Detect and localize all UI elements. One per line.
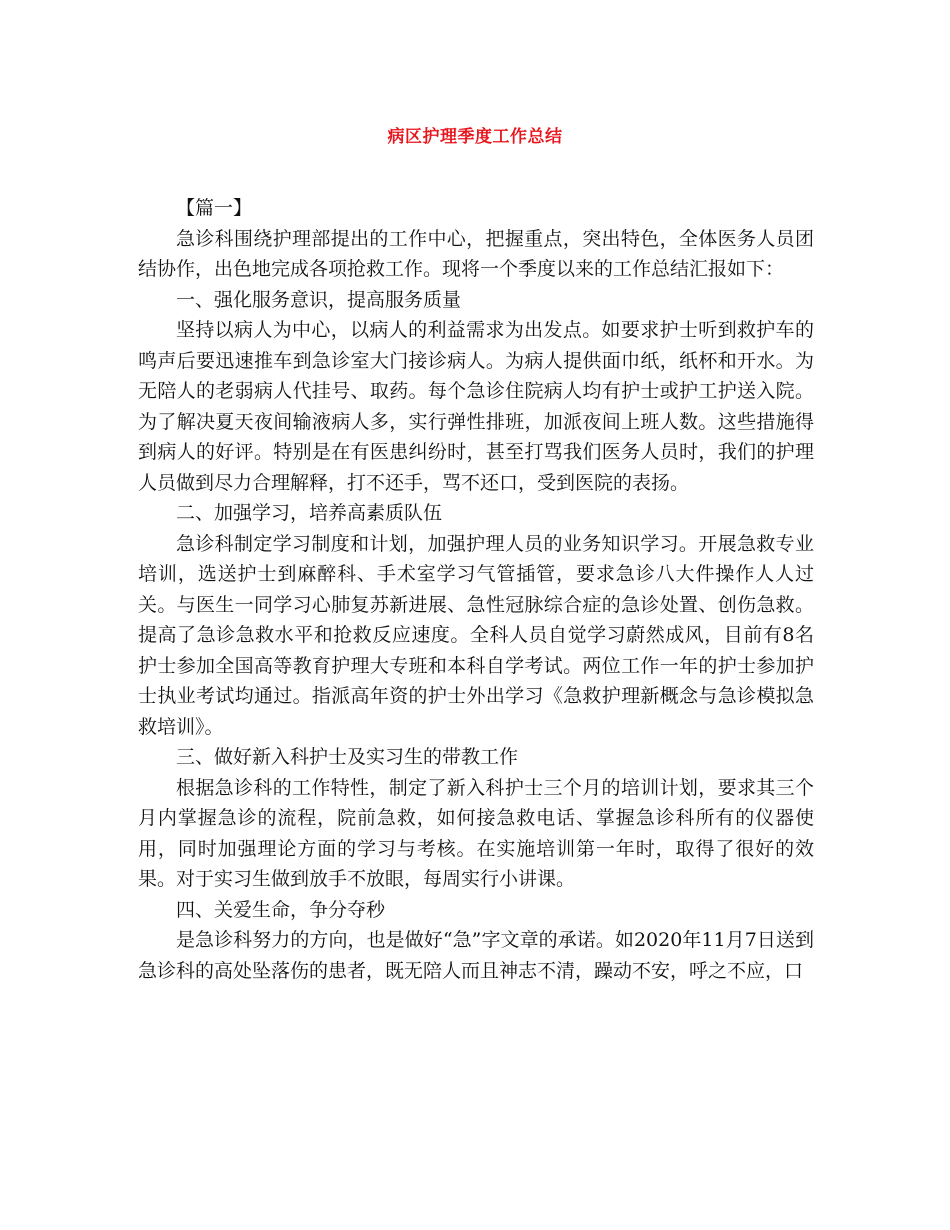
section-marker: 【篇一】 bbox=[176, 197, 253, 219]
section-paragraph-2: 急诊科制定学习制度和计划，加强护理人员的业务知识学习。开展急救专业培训，选送护士到麻醉科、手术室学习气管插管，要求急诊八大件操作人人过关。与医生一同学习心肺复苏新进展、急性冠脉综合症的急诊处置、创伤急救。提高了急诊急救水平和抢救反应速度。全科人员自觉学习蔚然成风，目前有8名护士参加全国高等教育护理大专班和本科自学考试。两位工作一年的护士参加护士执业考试均通过。指派高年资的护士外出学习《急救护理新概念与急诊模拟急救培训》。 bbox=[138, 532, 814, 738]
section-heading-4: 四、关爱生命，争分夺秒 bbox=[176, 898, 386, 921]
section-heading-2: 二、加强学习，培养高素质队伍 bbox=[176, 502, 443, 524]
section-paragraph-4: 是急诊科努力的方向，也是做好“急”字文章的承诺。如2020年11月7日送到急诊科的高处坠落伤的患者，既无陪人而且神志不清，躁动不安，呼之不应，口 bbox=[138, 929, 814, 982]
section-heading-1: 一、强化服务意识，提高服务质量 bbox=[176, 288, 462, 311]
section-paragraph-3: 根据急诊科的工作特性，制定了新入科护士三个月的培训计划，要求其三个月内掌握急诊的流程，院前急救，如何接急救电话、掌握急诊科所有的仪器使用，同时加强理论方面的学习与考核。在实施培训第一年时，取得了很好的效果。对于实习生做到放手不放眼，每周实行小讲课。 bbox=[138, 776, 814, 890]
section-heading-3: 三、做好新入科护士及实习生的带教工作 bbox=[176, 746, 519, 768]
section-paragraph-1: 坚持以病人为中心，以病人的利益需求为出发点。如要求护士听到救护车的鸣声后要迅速推车到急诊室大门接诊病人。为病人提供面巾纸，纸杯和开水。为无陪人的老弱病人代挂号、取药。每个急诊住院病人均有护士或护工护送入院。为了解决夏天夜间输液病人多，实行弹性排班，加派夜间上班人数。这些措施得到病人的好评。特别是在有医患纠纷时，甚至打骂我们医务人员时，我们的护理人员做到尽力合理解释，打不还手，骂不还口，受到医院的表扬。 bbox=[138, 319, 814, 494]
intro-paragraph: 急诊科围绕护理部提出的工作中心，把握重点，突出特色，全体医务人员团结协作，出色地完成各项抢救工作。现将一个季度以来的工作总结汇报如下： bbox=[138, 227, 814, 280]
document-body bbox=[138, 193, 814, 986]
document-title: 病区护理季度工作总结 bbox=[387, 127, 563, 147]
